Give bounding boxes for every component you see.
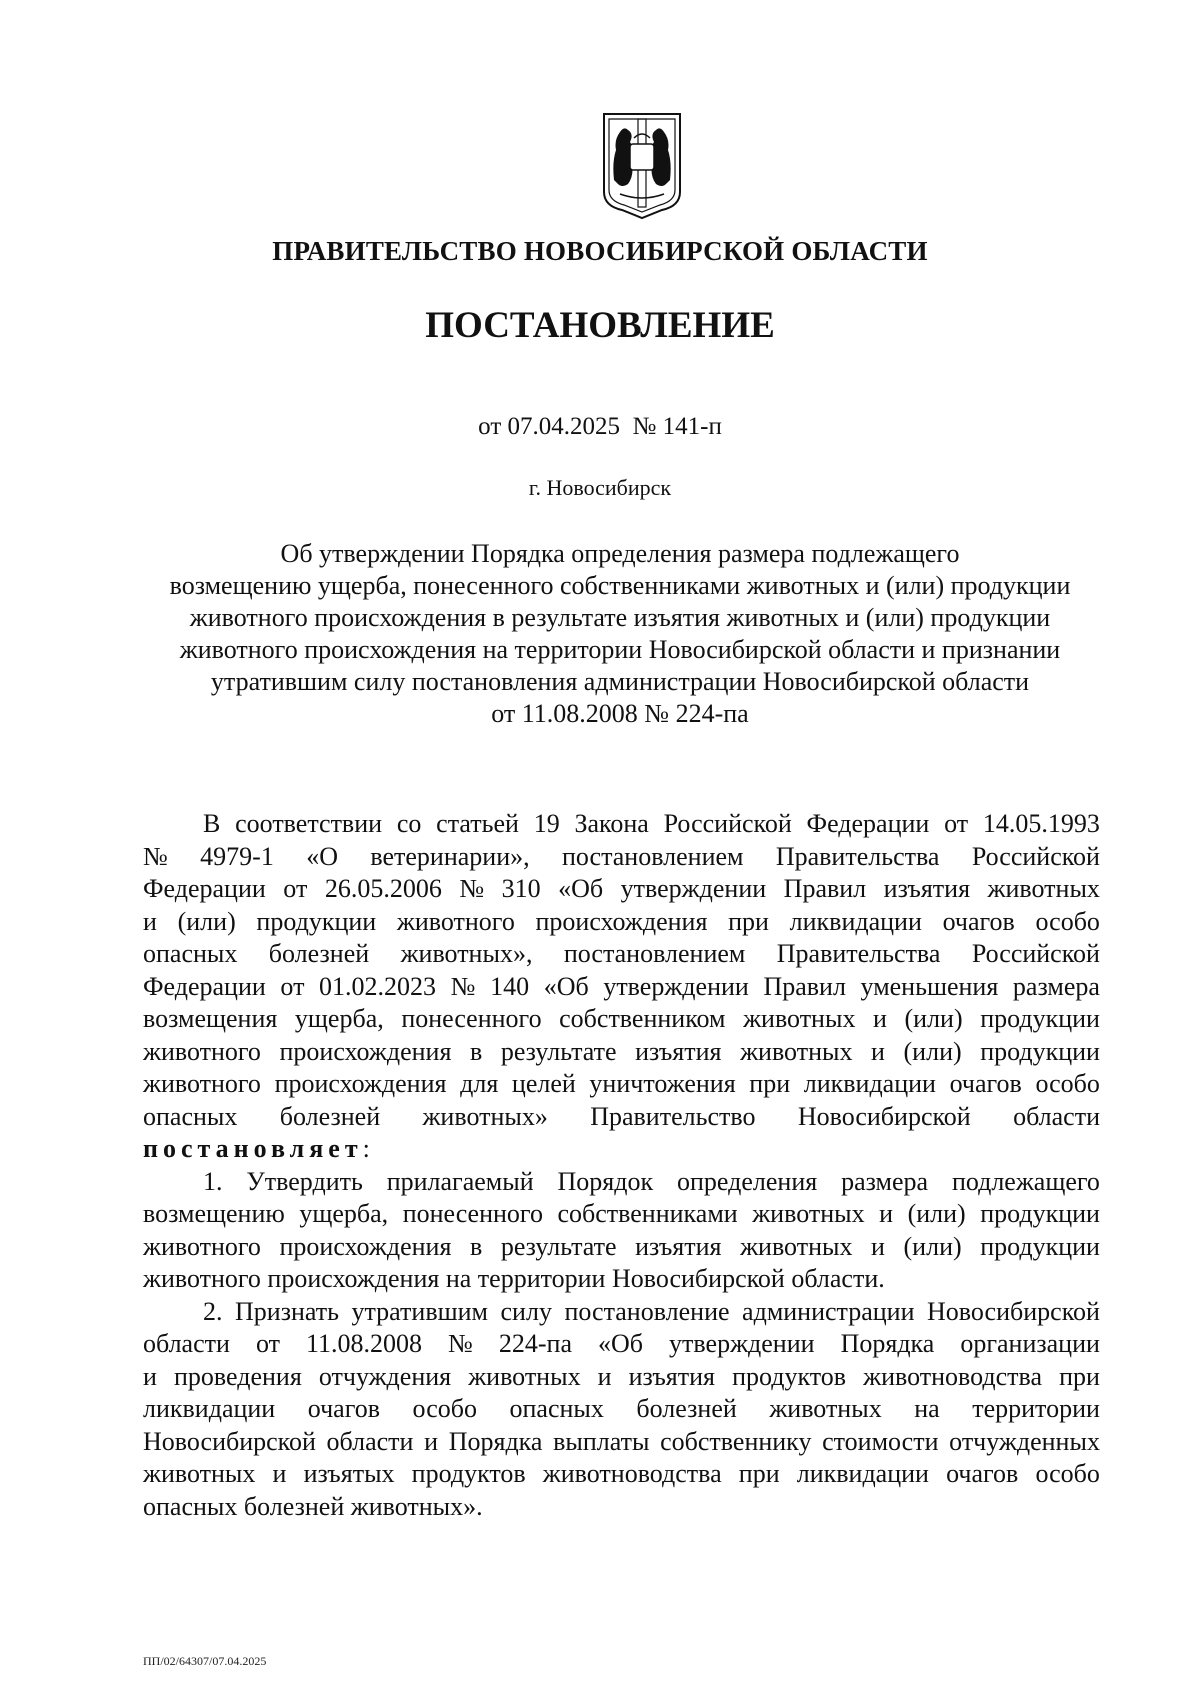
word: животных [468, 1361, 581, 1391]
preamble-line [143, 1003, 1100, 1036]
item-1-paragraph [143, 1166, 1100, 1296]
word: понесенного [401, 1004, 542, 1033]
word: особо [412, 1394, 477, 1423]
word: области [1013, 1101, 1100, 1131]
item-2-line [143, 1296, 1100, 1329]
word: и [871, 1036, 885, 1066]
word: продуктов [732, 1361, 847, 1391]
word: болезней [636, 1394, 737, 1423]
word: В [203, 809, 221, 838]
word: животных [752, 1199, 865, 1228]
word: изъятия [883, 874, 971, 903]
word: (или) [903, 1036, 962, 1066]
word: животноводства [863, 1361, 1042, 1391]
preamble-line [143, 841, 1100, 874]
word: 14.05.1993 [982, 809, 1100, 838]
word: территории [972, 1394, 1100, 1423]
word: опасных [509, 1394, 604, 1423]
word: Правительства [776, 939, 941, 968]
word: Утвердить [246, 1166, 363, 1196]
word: опасных [143, 939, 238, 968]
word: собственниками [557, 1199, 738, 1228]
word: постановлением [561, 841, 744, 871]
word: стоимости [822, 1426, 939, 1456]
document-code: ПП/02/64307/07.04.2025 [143, 1654, 267, 1668]
word: изъятия [628, 1361, 716, 1391]
word: ветеринарии», [370, 841, 530, 871]
word: Новосибирской [927, 1296, 1100, 1326]
word: «О [306, 841, 338, 871]
word: определения [677, 1166, 818, 1196]
word: 140 [490, 971, 530, 1001]
subject-line: утратившим силу постановления администрации Новосибирской области [210, 667, 1030, 696]
subject-line: животного происхождения в результате изъятия животных и (или) продукции [189, 603, 1051, 632]
word: «Об [543, 971, 589, 1001]
item-2-line [143, 1426, 1100, 1459]
word: от [283, 874, 308, 903]
document-date-number [0, 413, 1200, 441]
word: возмещению [143, 1199, 285, 1228]
word: силу [500, 1296, 552, 1326]
word: соответствии [235, 809, 383, 838]
word: и [879, 1199, 894, 1228]
word: утверждении [620, 874, 767, 903]
word: Федерации [143, 971, 266, 1001]
word: области [326, 1426, 414, 1456]
word: 26.05.2006 [324, 874, 442, 903]
word: продукции [256, 906, 377, 936]
item-1-line [143, 1231, 1100, 1264]
document-subject [130, 538, 1110, 730]
word: области [143, 1329, 230, 1358]
word: Новосибирской [797, 1101, 971, 1131]
word: прилагаемый [386, 1166, 534, 1196]
word: результате [500, 1231, 617, 1261]
word: ущерба, [294, 1004, 384, 1033]
word: Правил [783, 874, 867, 903]
word: животных [740, 1036, 853, 1066]
preamble-line [143, 1101, 1100, 1134]
word: и [873, 1004, 887, 1033]
word: 1. [203, 1166, 223, 1196]
word: уменьшения [860, 971, 999, 1001]
preamble-line [143, 971, 1100, 1004]
word: отчуждения [318, 1361, 452, 1391]
word: Порядка [840, 1329, 935, 1358]
word: Порядка [448, 1426, 543, 1456]
resolves-colon: : [362, 1134, 370, 1163]
word: в [469, 1231, 483, 1261]
item-2-line: опасных болезней животных». [143, 1491, 483, 1521]
word: (или) [907, 1199, 966, 1228]
word: ликвидации [803, 1069, 936, 1098]
word: утратившим [351, 1296, 488, 1326]
item-2-line [143, 1361, 1100, 1394]
word: постановление [564, 1296, 730, 1326]
item-2-paragraph [143, 1296, 1100, 1524]
word: изъятых [303, 1459, 395, 1488]
word: статьей [436, 809, 519, 838]
word: при [728, 906, 769, 936]
word: животного [143, 1231, 261, 1261]
word: ликвидации [789, 906, 922, 936]
resolves-line [143, 1133, 1100, 1166]
word: и [143, 906, 157, 936]
word: продукции [980, 1199, 1100, 1228]
subject-line: Об утверждении Порядка определения размера подлежащего [280, 539, 960, 568]
word: при [749, 1069, 791, 1098]
document-city: г. Новосибирск [528, 475, 672, 500]
word: собственником [559, 1004, 726, 1033]
word: в [469, 1036, 483, 1066]
word: болезней [268, 939, 370, 968]
word: и [272, 1459, 287, 1488]
word: результате [500, 1036, 617, 1066]
document-number: № 141-п [632, 413, 722, 440]
word: опасных [143, 1101, 238, 1131]
word: животного [396, 906, 515, 936]
word: № [450, 971, 476, 1001]
word: Новосибирской [143, 1426, 316, 1456]
word: продуктов [411, 1459, 526, 1488]
word: «Об [598, 1329, 644, 1358]
word: ликвидации [796, 1459, 929, 1488]
word: болезней [279, 1101, 381, 1131]
word: 11.08.2008 [305, 1329, 423, 1358]
word: выплаты [553, 1426, 650, 1456]
preamble-line [143, 1068, 1100, 1101]
word: понесенного [402, 1199, 543, 1228]
word: организации [960, 1329, 1100, 1358]
subject-line: возмещению ущерба, понесенного собственниками животных и (или) продукции [169, 571, 1071, 600]
word: на [914, 1394, 940, 1423]
word: животных [987, 874, 1100, 903]
word: № [143, 841, 168, 871]
word: подлежащего [951, 1166, 1100, 1196]
word: животных [143, 1459, 256, 1488]
word: животных [769, 1394, 882, 1423]
word: при [738, 1459, 780, 1488]
word: очагов [307, 1394, 381, 1423]
word: изъятия [635, 1231, 722, 1261]
word: Правил [763, 971, 846, 1001]
word: Правительства [775, 841, 940, 871]
word: утверждении [603, 971, 749, 1001]
word: Признать [235, 1296, 339, 1326]
word: особо [1035, 1459, 1100, 1488]
word: Российской [663, 809, 792, 838]
word: от [944, 809, 969, 838]
word: собственнику [660, 1426, 812, 1456]
word: отчужденных [949, 1426, 1100, 1456]
preamble-line [143, 873, 1100, 906]
preamble-line [143, 906, 1100, 939]
word: очагов [942, 906, 1015, 936]
word: и [871, 1231, 885, 1261]
document-body [143, 808, 1100, 1523]
word: продукции [980, 1004, 1100, 1033]
word: возмещения [143, 1004, 278, 1033]
word: животного [143, 1036, 261, 1066]
word: утверждении [669, 1329, 815, 1358]
word: и [597, 1361, 612, 1391]
word: «Об [558, 874, 604, 903]
word: постановлением [563, 939, 746, 968]
word: происхождения [535, 906, 708, 936]
word: (или) [177, 906, 236, 936]
word: № [448, 1329, 473, 1358]
preamble-line [143, 808, 1100, 841]
document-date: от 07.04.2025 [478, 413, 621, 440]
preamble-line [143, 1036, 1100, 1069]
word: при [1059, 1361, 1100, 1391]
word: Порядок [557, 1166, 654, 1196]
word: происхождения [279, 1036, 452, 1066]
item-1-line [143, 1198, 1100, 1231]
word: Российской [971, 841, 1100, 871]
word: животных [743, 1004, 856, 1033]
word: от [280, 971, 305, 1001]
item-1-line: животного происхождения на территории Новосибирской области. [143, 1264, 885, 1293]
word: происхождения [274, 1069, 447, 1098]
resolves-word: постановляет [143, 1134, 363, 1163]
word: Правительство [590, 1101, 756, 1131]
subject-line: от 11.08.2008 № 224-па [491, 699, 749, 728]
word: животных», [400, 939, 533, 968]
word: особо [1035, 1069, 1100, 1098]
word: 4979-1 [200, 841, 274, 871]
word: целей [511, 1069, 576, 1098]
word: размера [841, 1166, 929, 1196]
word: изъятия [635, 1036, 722, 1066]
word: (или) [903, 1231, 962, 1261]
word: уничтожения [589, 1069, 736, 1098]
word: продукции [980, 1036, 1100, 1066]
word: для [460, 1069, 499, 1098]
word: 2. [203, 1296, 223, 1326]
word: 01.02.2023 [319, 971, 437, 1001]
coat-of-arms-icon [600, 110, 684, 222]
item-2-line [143, 1458, 1100, 1491]
word: и [143, 1361, 157, 1391]
word: животных» [422, 1101, 548, 1131]
word: ликвидации [143, 1394, 276, 1423]
word: (или) [904, 1004, 963, 1033]
word: размера [1012, 971, 1100, 1001]
item-2-line [143, 1328, 1100, 1361]
word: происхождения [279, 1231, 452, 1261]
word: очагов [949, 1069, 1022, 1098]
item-1-line [143, 1166, 1100, 1199]
item-2-line [143, 1393, 1100, 1426]
word: особо [1035, 906, 1100, 936]
word: животноводства [542, 1459, 722, 1488]
word: 310 [501, 874, 541, 903]
word: со [396, 809, 422, 838]
word: проведения [173, 1361, 302, 1391]
word: и [424, 1426, 439, 1456]
word: очагов [946, 1459, 1019, 1488]
word: Федерации [143, 874, 266, 903]
word: продукции [980, 1231, 1100, 1261]
subject-line: животного происхождения на территории Новосибирской области и признании [179, 635, 1061, 664]
word: № [459, 874, 485, 903]
preamble-paragraph [143, 808, 1100, 1166]
preamble-line [143, 938, 1100, 971]
word: Закона [574, 809, 649, 838]
word: Российской [971, 939, 1100, 968]
word: животных [740, 1231, 853, 1261]
document-type-title: ПОСТАНОВЛЕНИЕ [425, 305, 775, 346]
word: 224-па [498, 1329, 572, 1358]
word: животного [143, 1069, 261, 1098]
word: 19 [533, 809, 560, 838]
word: ущерба, [299, 1199, 389, 1228]
government-name: ПРАВИТЕЛЬСТВО НОВОСИБИРСКОЙ ОБЛАСТИ [272, 236, 928, 266]
word: администрации [742, 1296, 915, 1326]
word: от [255, 1329, 280, 1358]
word: Федерации [806, 809, 930, 838]
